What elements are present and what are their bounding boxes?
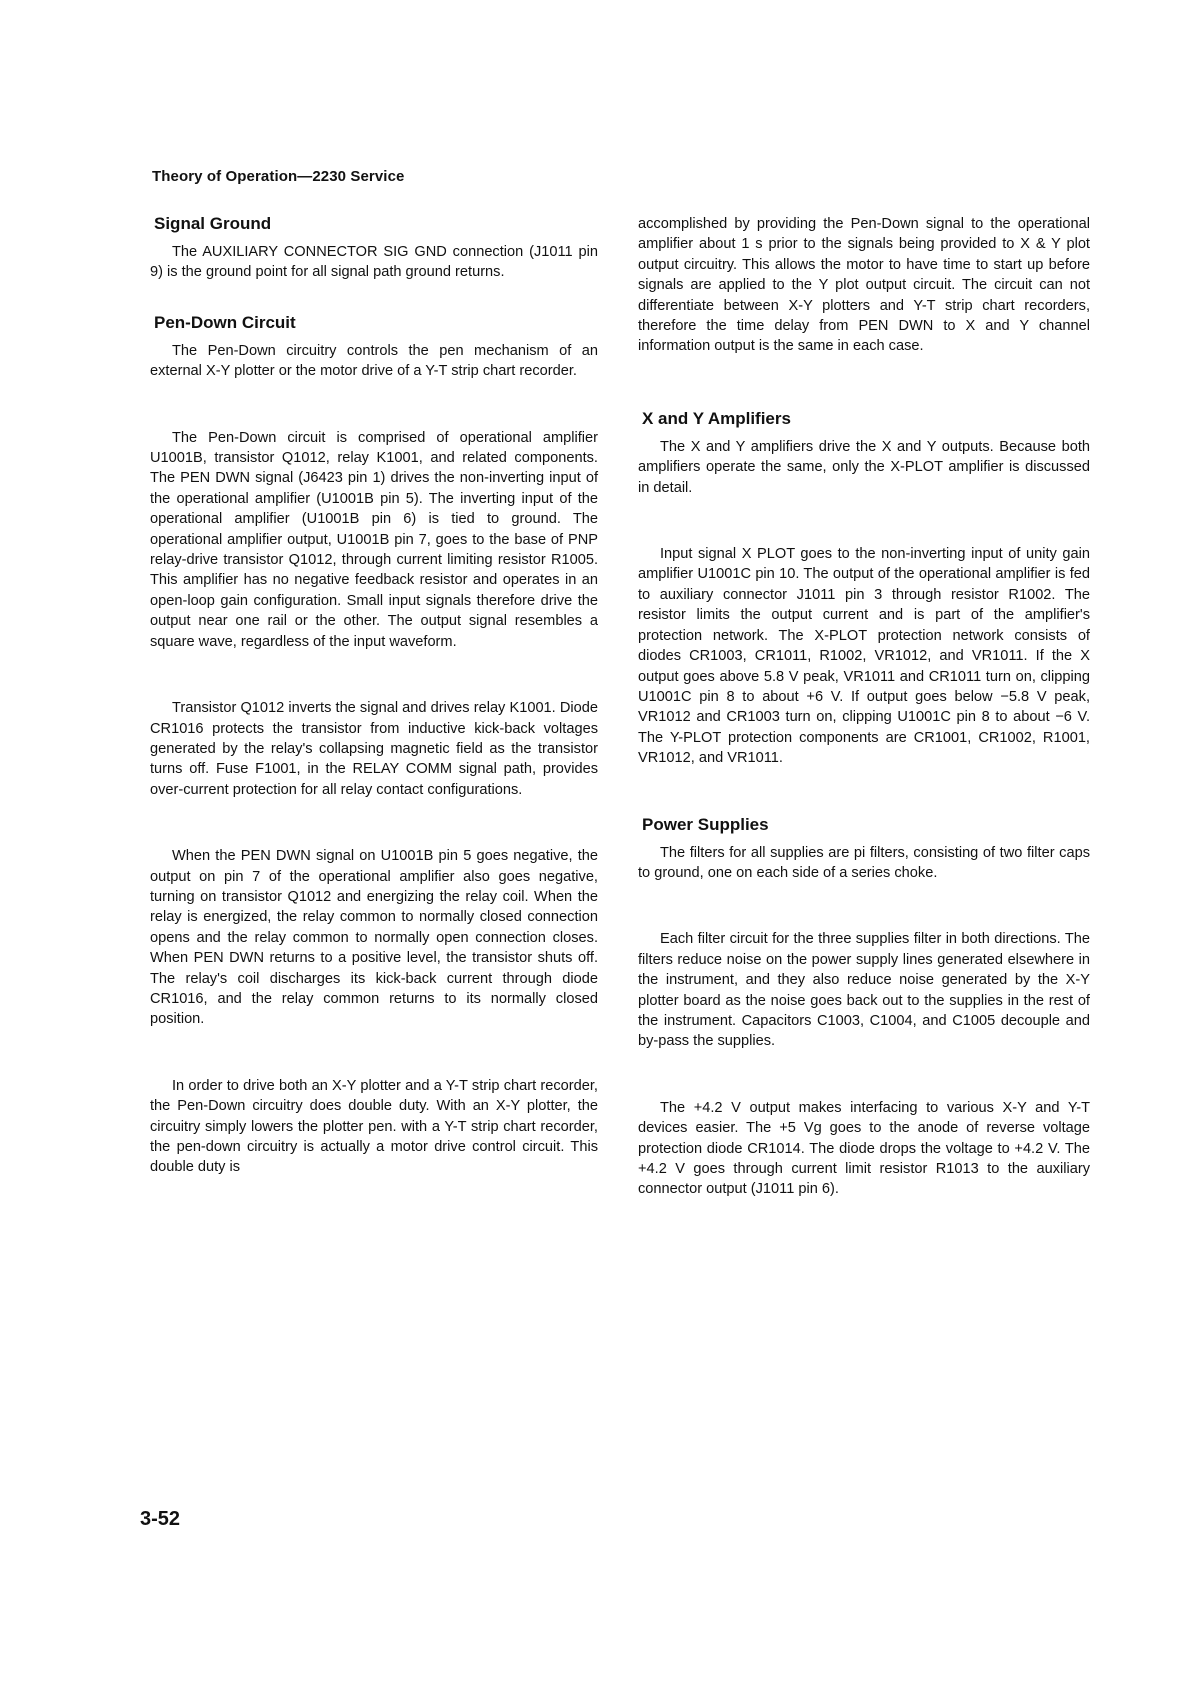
paragraph-pi-filters: The filters for all supplies are pi filters, consisting of two filter caps to ground, one on each side of a series choke.	[638, 844, 1090, 881]
left-column	[150, 214, 598, 1178]
paragraph-amplifiers-intro: The X and Y amplifiers drive the X and Y outputs. Because both amplifiers operate the same, only the X-PLOT amplifier is discussed in detail.	[638, 438, 1090, 496]
paragraph-filter-circuit: Each filter circuit for the three supplies filter in both directions. The filters reduce noise on the power supply lines generated elsewhere in the instrument, and they also reduce noise generated by the X-Y plotter board as the noise goes back out to the supplies in the rest of the instrument. Capacitors C1003, C1004, and C1005 decouple and by-pass the supplies.	[638, 931, 1090, 1050]
paragraph-4-2v-output: The +4.2 V output makes interfacing to various X-Y and Y-T devices easier. The +5 Vg goes to the anode of reverse voltage protection diode CR1014. The diode drops the voltage to +4.2 V. The +4.2 V goes through current limit resistor R1013 to the auxiliary connector output (J1011 pin 6).	[638, 1099, 1090, 1198]
page-header: Theory of Operation—2230 Service	[152, 168, 405, 185]
heading-x-and-y-amplifiers: X and Y Amplifiers	[642, 408, 791, 428]
heading-signal-ground: Signal Ground	[154, 214, 272, 233]
paragraph-continued: accomplished by providing the Pen-Down signal to the operational amplifier about 1 s prior to the signals being provided to X & Y plot output circuitry. This allows the motor to have time to start up before signals are applied to the Y plot output circuit. The circuit can not differentiate between X-Y plotters and Y-T strip chart recorders, therefore the time delay from PEN DWN to X and Y channel information output is the same in each case.	[638, 216, 1090, 355]
right-column	[638, 214, 1090, 1200]
paragraph-pen-down-intro: The Pen-Down circuitry controls the pen mechanism of an external X-Y plotter or the motor drive of a Y-T strip chart recorder.	[150, 342, 598, 380]
paragraph-double-duty: In order to drive both an X-Y plotter and a Y-T strip chart recorder, the Pen-Down circuitry does double duty. With an X-Y plotter, the circuitry simply lowers the plotter pen. with a Y-T strip chart recorder, the pen-down circuitry is actually a motor drive control circuit. This double duty is	[150, 1077, 598, 1176]
paragraph-transistor-q1012: Transistor Q1012 inverts the signal and drives relay K1001. Diode CR1016 protects the transistor from inductive kick-back voltages generated by the relay's collapsing magnetic field as the transistor turns off. Fuse F1001, in the RELAY COMM signal path, provides over-current protection for all relay contact configurations.	[150, 700, 598, 798]
heading-power-supplies: Power Supplies	[642, 814, 769, 834]
paragraph-x-plot-input: Input signal X PLOT goes to the non-inverting input of unity gain amplifier U1001C pin 10. The output of the operational amplifier is fed to auxiliary connector J1011 pin 3 through resistor R1002. The resistor limits the output current and is part of the amplifier's protection network. The X-PLOT protection network consists of diodes CR1003, CR1011, R1002, VR1012, and VR1011. If the X output goes above 5.8 V peak, VR1011 and CR1011 turn on, clipping U1001C pin 8 to about +6 V. If output goes below −5.8 V peak, VR1012 and CR1003 turn on, clipping U1001C pin 8 to about −6 V. The Y-PLOT protection components are CR1001, CR1002, R1001, VR1012, and VR1011.	[638, 546, 1090, 767]
heading-pen-down-circuit: Pen-Down Circuit	[154, 312, 296, 332]
paragraph-pen-down-components: The Pen-Down circuit is comprised of operational amplifier U1001B, transistor Q1012, relay K1001, and related components. The PEN DWN signal (J6423 pin 1) drives the non-inverting input of the operational amplifier (U1001B pin 5). The inverting input of the operational amplifier (U1001B pin 6) is tied to ground. The operational amplifier output, U1001B pin 7, goes to the base of PNP relay-drive transistor Q1012, through current limiting resistor R1005. This amplifier has no negative feedback resistor and operates in an open-loop gain configuration. Small input signals therefore drive the output near one rail or the other. The output signal resembles a square wave, regardless of the input waveform.	[150, 429, 598, 650]
page-number: 3-52	[140, 1508, 181, 1530]
paragraph-signal-ground: The AUXILIARY CONNECTOR SIG GND connection (J1011 pin 9) is the ground point for all signal path ground returns.	[150, 244, 598, 281]
paragraph-pen-dwn-negative: When the PEN DWN signal on U1001B pin 5 goes negative, the output on pin 7 of the operational amplifier also goes negative, turning on transistor Q1012 and energizing the relay coil. When the relay is energized, the relay common to normally closed connection opens and the relay common to normally open connection closes. When PEN DWN returns to a positive level, the transistor shuts off. The relay's coil discharges its kick-back current through diode CR1016, and the relay common returns to its normally closed position.	[150, 848, 598, 1028]
